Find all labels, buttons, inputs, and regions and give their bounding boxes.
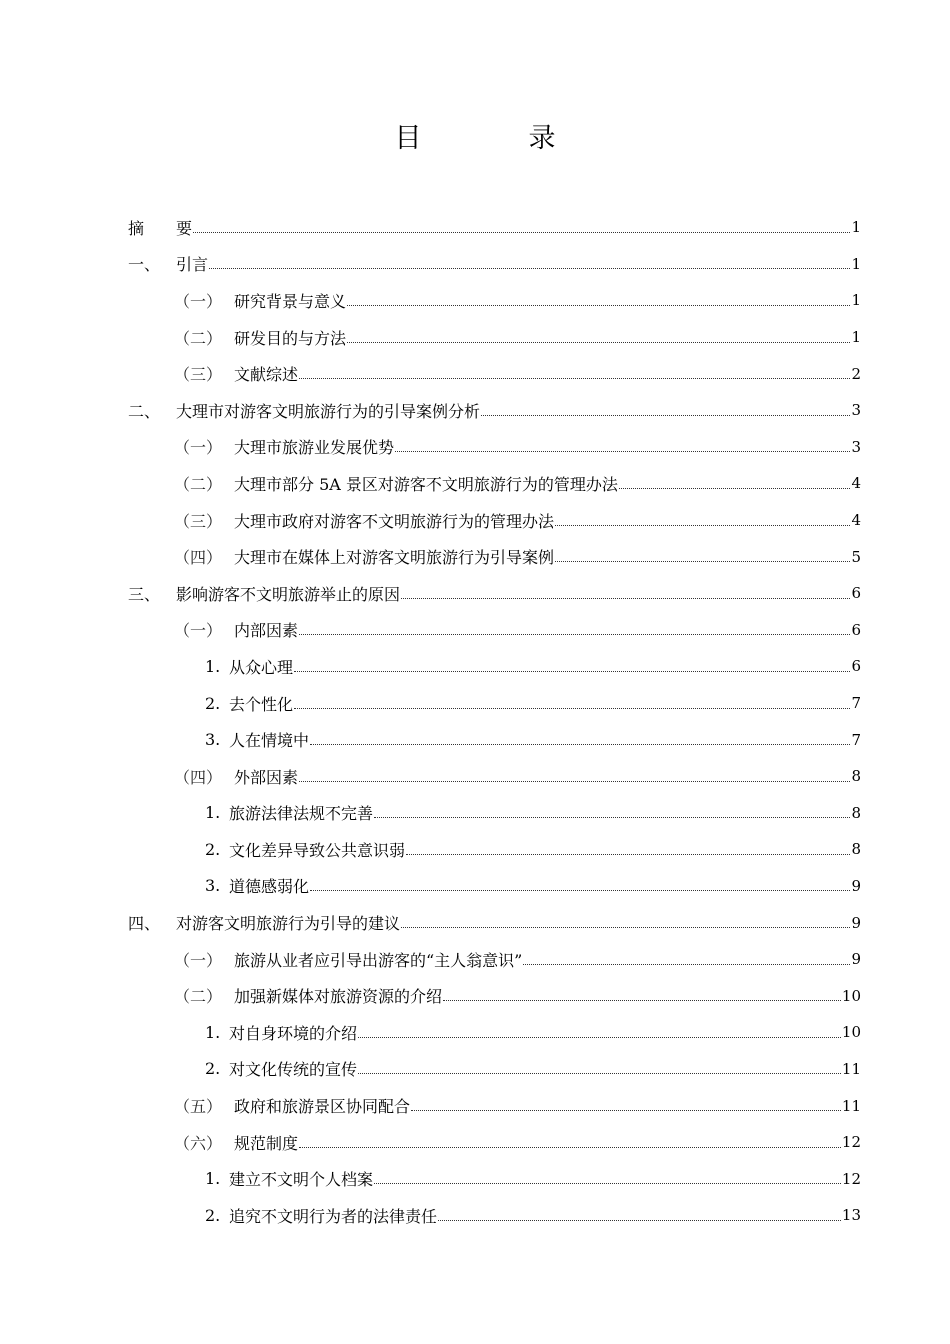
toc-entry-page: 8: [851, 767, 861, 786]
toc-entry[interactable]: [128, 795, 861, 832]
toc-dot-leader: [523, 948, 850, 965]
toc-entry-title: 研究背景与意义: [234, 291, 347, 311]
toc-entry[interactable]: [128, 319, 861, 356]
toc-dot-leader: [395, 435, 850, 452]
toc-dot-leader: [299, 362, 850, 379]
toc-dot-leader: [481, 399, 850, 416]
toc-entry-number: 二、: [128, 401, 161, 421]
toc-dot-leader: [443, 984, 841, 1001]
toc-entry-page: 11: [841, 1096, 861, 1115]
page-title: 目 录: [394, 123, 596, 154]
toc-entry-number: 1.: [205, 1169, 221, 1189]
table-of-contents: [128, 209, 861, 1234]
toc-entry-number: 1.: [205, 1022, 221, 1042]
toc-entry[interactable]: [128, 575, 861, 612]
toc-entry-page: 8: [851, 840, 861, 859]
toc-dot-leader: [193, 216, 850, 233]
toc-entry-number: 三、: [128, 584, 161, 604]
toc-entry-page: 12: [841, 1169, 861, 1188]
toc-entry[interactable]: [128, 685, 861, 722]
toc-dot-leader: [310, 874, 850, 891]
toc-entry[interactable]: [128, 758, 861, 795]
toc-entry-number: 2.: [205, 1059, 221, 1079]
toc-entry-number: 2.: [205, 693, 221, 713]
toc-entry-page: 1: [851, 328, 861, 347]
toc-entry-title: 旅游法律法规不完善: [229, 804, 374, 824]
toc-entry-title: 大理市政府对游客不文明旅游行为的管理办法: [234, 511, 555, 531]
toc-dot-leader: [374, 1167, 841, 1184]
toc-entry-page: 5: [851, 547, 861, 566]
toc-entry-title: 外部因素: [234, 767, 299, 787]
toc-entry[interactable]: [128, 648, 861, 685]
toc-entry-page: 9: [851, 876, 861, 895]
toc-dot-leader: [294, 692, 850, 709]
toc-entry-page: 9: [851, 950, 861, 969]
toc-entry-page: 1: [851, 291, 861, 310]
toc-entry-number: （四）: [174, 767, 223, 787]
toc-entry-page: 12: [841, 1133, 861, 1152]
toc-entry-number: （一）: [174, 621, 223, 641]
toc-dot-leader: [619, 472, 851, 489]
toc-entry-number: 2.: [205, 839, 221, 859]
toc-entry-title: 去个性化: [229, 694, 294, 714]
toc-entry[interactable]: [128, 1160, 861, 1197]
toc-entry-page: 3: [851, 437, 861, 456]
toc-entry[interactable]: [128, 246, 861, 283]
toc-entry-page: 6: [851, 584, 861, 603]
toc-entry[interactable]: [128, 721, 861, 758]
toc-entry-title: 人在情境中: [229, 731, 310, 751]
toc-entry-number: 3.: [205, 876, 221, 896]
toc-entry-number: 四、: [128, 914, 161, 934]
toc-entry[interactable]: [128, 465, 861, 502]
toc-entry-page: 6: [851, 620, 861, 639]
toc-entry-number: （一）: [174, 291, 223, 311]
toc-entry-page: 10: [841, 986, 861, 1005]
toc-entry-title: 规范制度: [234, 1133, 299, 1153]
toc-dot-leader: [411, 1094, 841, 1111]
toc-dot-leader: [358, 1021, 841, 1038]
toc-entry-title: 影响游客不文明旅游举止的原因: [176, 584, 401, 604]
toc-entry-page: 4: [851, 474, 861, 493]
toc-entry-number: 一、: [128, 255, 161, 275]
toc-dot-leader: [294, 655, 850, 672]
toc-entry-page: 7: [851, 730, 861, 749]
toc-entry-number: 1.: [205, 656, 221, 676]
toc-entry[interactable]: [128, 538, 861, 575]
toc-dot-leader: [347, 289, 850, 306]
toc-entry-page: 10: [841, 1023, 861, 1042]
toc-dot-leader: [299, 618, 850, 635]
toc-entry-page: 6: [851, 657, 861, 676]
toc-entry-title: 加强新媒体对旅游资源的介绍: [234, 987, 443, 1007]
toc-dot-leader: [438, 1204, 841, 1221]
toc-entry-page: 1: [851, 254, 861, 273]
toc-dot-leader: [555, 509, 850, 526]
toc-entry[interactable]: [128, 1124, 861, 1161]
toc-entry-number: 2.: [205, 1205, 221, 1225]
toc-dot-leader: [374, 801, 850, 818]
toc-entry[interactable]: [128, 1197, 861, 1234]
toc-dot-leader: [310, 728, 850, 745]
toc-dot-leader: [347, 326, 850, 343]
toc-entry-number: （三）: [174, 511, 223, 531]
toc-entry-title: 大理市部分 5A 景区对游客不文明旅游行为的管理办法: [234, 474, 618, 494]
toc-entry[interactable]: [128, 941, 861, 978]
toc-entry-number: （一）: [174, 438, 223, 458]
toc-entry-title: 对文化传统的宣传: [229, 1060, 358, 1080]
toc-entry-title: 政府和旅游景区协同配合: [234, 1097, 411, 1117]
toc-entry-page: 2: [851, 364, 861, 383]
toc-entry-page: 4: [851, 511, 861, 530]
toc-entry[interactable]: [128, 831, 861, 868]
toc-entry-number: 3.: [205, 730, 221, 750]
toc-entry-number: （六）: [174, 1133, 223, 1153]
toc-dot-leader: [401, 582, 850, 599]
toc-entry-page: 1: [851, 218, 861, 237]
toc-entry-title: 内部因素: [234, 621, 299, 641]
toc-entry-title: 对游客文明旅游行为引导的建议: [176, 914, 401, 934]
toc-entry-number: （二）: [174, 474, 223, 494]
toc-entry-number: （二）: [174, 328, 223, 348]
toc-entry-page: 8: [851, 803, 861, 822]
toc-entry-title: 道德感弱化: [229, 877, 310, 897]
toc-entry[interactable]: [128, 502, 861, 539]
toc-entry[interactable]: [128, 1051, 861, 1088]
toc-entry-title: 文献综述: [234, 365, 299, 385]
toc-entry-title: 旅游从业者应引导出游客的“主人翁意识”: [234, 950, 523, 970]
toc-entry-number: （一）: [174, 950, 223, 970]
toc-dot-leader: [299, 765, 850, 782]
toc-dot-leader: [299, 1131, 841, 1148]
toc-entry-title: 对自身环境的介绍: [229, 1023, 358, 1043]
toc-entry-title: 从众心理: [229, 657, 294, 677]
toc-entry-title: 大理市对游客文明旅游行为的引导案例分析: [176, 401, 481, 421]
toc-entry[interactable]: [128, 868, 861, 905]
toc-entry-title: 大理市在媒体上对游客文明旅游行为引导案例: [234, 548, 555, 568]
toc-entry-page: 7: [851, 694, 861, 713]
toc-entry[interactable]: [128, 612, 861, 649]
toc-entry-title: 引言: [176, 255, 209, 275]
toc-entry-title: 追究不文明行为者的法律责任: [229, 1206, 438, 1226]
toc-entry[interactable]: [128, 1014, 861, 1051]
toc-entry-title: 建立不文明个人档案: [229, 1170, 374, 1190]
toc-entry-number: （四）: [174, 548, 223, 568]
toc-dot-leader: [401, 911, 850, 928]
toc-entry-number: （五）: [174, 1097, 223, 1117]
toc-entry[interactable]: [128, 355, 861, 392]
toc-entry-title: 研发目的与方法: [234, 328, 347, 348]
toc-entry-number: （三）: [174, 365, 223, 385]
toc-entry-page: 11: [841, 1059, 861, 1078]
toc-entry-number: 摘: [128, 218, 161, 238]
toc-entry-page: 13: [841, 1206, 861, 1225]
toc-dot-leader: [406, 838, 850, 855]
toc-entry-title: 文化差异导致公共意识弱: [229, 840, 406, 860]
toc-entry-title: 大理市旅游业发展优势: [234, 438, 395, 458]
toc-entry-page: 9: [851, 913, 861, 932]
toc-entry[interactable]: [128, 282, 861, 319]
toc-entry[interactable]: [128, 429, 861, 466]
toc-dot-leader: [555, 545, 850, 562]
toc-entry[interactable]: [128, 1087, 861, 1124]
toc-entry-page: 3: [851, 401, 861, 420]
toc-entry[interactable]: [128, 977, 861, 1014]
toc-entry[interactable]: [128, 392, 861, 429]
toc-dot-leader: [209, 252, 850, 269]
toc-entry-number: 1.: [205, 803, 221, 823]
toc-entry[interactable]: [128, 209, 861, 246]
toc-entry[interactable]: [128, 904, 861, 941]
toc-entry-title: 要: [176, 218, 193, 238]
toc-dot-leader: [358, 1057, 841, 1074]
toc-entry-number: （二）: [174, 987, 223, 1007]
